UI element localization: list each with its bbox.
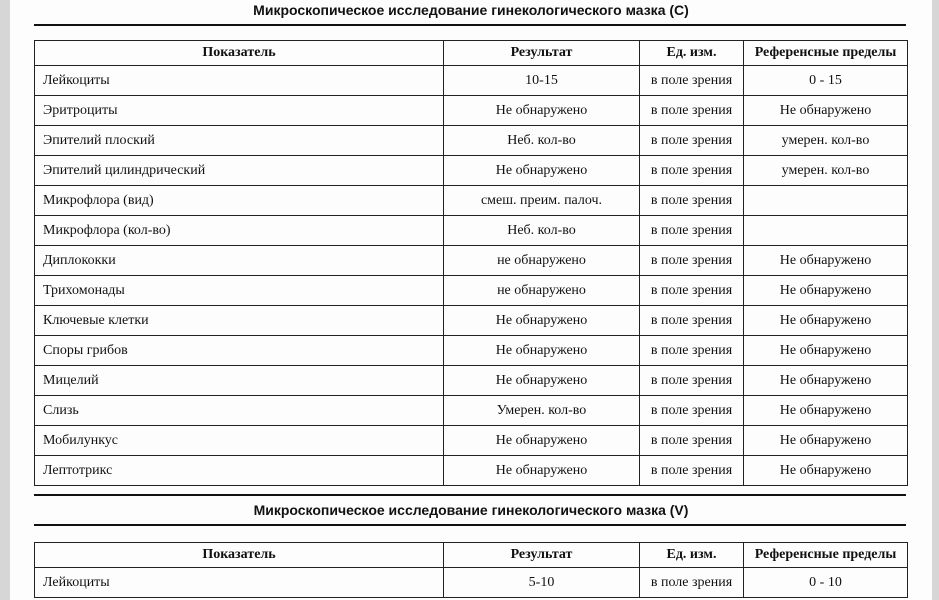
cell-result: Не обнаружено (444, 456, 640, 486)
cell-unit: в поле зрения (640, 276, 744, 306)
cell-reference: 0 - 10 (744, 568, 908, 598)
cell-result: не обнаружено (444, 276, 640, 306)
cell-result: смеш. преим. палоч. (444, 186, 640, 216)
cell-result: 5-10 (444, 568, 640, 598)
cell-result: Не обнаружено (444, 96, 640, 126)
cell-unit: в поле зрения (640, 568, 744, 598)
cell-unit: в поле зрения (640, 336, 744, 366)
table-row (35, 426, 908, 456)
cell-unit: в поле зрения (640, 186, 744, 216)
table-row (35, 366, 908, 396)
cell-unit: в поле зрения (640, 246, 744, 276)
header-result: Результат (444, 543, 640, 568)
cell-unit: в поле зрения (640, 306, 744, 336)
section-title-c: Микроскопическое исследование гинекологического мазка (С) (253, 2, 689, 18)
cell-reference: Не обнаружено (744, 426, 908, 456)
cell-indicator: Споры грибов (35, 336, 444, 366)
cell-reference: 0 - 15 (744, 66, 908, 96)
cell-result: Не обнаружено (444, 336, 640, 366)
results-table-c (34, 40, 908, 486)
cell-indicator: Диплококки (35, 246, 444, 276)
cell-unit: в поле зрения (640, 456, 744, 486)
header-unit: Ед. изм. (640, 543, 744, 568)
cell-unit: в поле зрения (640, 156, 744, 186)
cell-reference: умерен. кол-во (744, 156, 908, 186)
table-row (35, 96, 908, 126)
cell-indicator: Микрофлора (кол-во) (35, 216, 444, 246)
cell-reference: Не обнаружено (744, 336, 908, 366)
table-header-row (35, 41, 908, 66)
header-reference: Референсные пределы (744, 543, 908, 568)
cell-reference: Не обнаружено (744, 456, 908, 486)
cell-unit: в поле зрения (640, 126, 744, 156)
cell-reference: Не обнаружено (744, 366, 908, 396)
table-row (35, 246, 908, 276)
cell-result: Не обнаружено (444, 426, 640, 456)
cell-result: Неб. кол-во (444, 216, 640, 246)
cell-reference (744, 216, 908, 246)
section-rule (34, 24, 906, 26)
table-header-row (35, 543, 908, 568)
header-unit: Ед. изм. (640, 41, 744, 66)
cell-unit: в поле зрения (640, 366, 744, 396)
section-rule (34, 494, 906, 496)
table-row (35, 66, 908, 96)
table-row (35, 306, 908, 336)
table-body-v (35, 568, 908, 598)
cell-indicator: Лейкоциты (35, 568, 444, 598)
table-row (35, 216, 908, 246)
cell-indicator: Слизь (35, 396, 444, 426)
cell-result: Неб. кол-во (444, 126, 640, 156)
cell-result: Умерен. кол-во (444, 396, 640, 426)
header-indicator: Показатель (35, 543, 444, 568)
cell-result: Не обнаружено (444, 306, 640, 336)
table-row (35, 568, 908, 598)
report-page (10, 0, 932, 600)
results-table-v (34, 542, 908, 598)
cell-indicator: Эпителий плоский (35, 126, 444, 156)
table-row (35, 456, 908, 486)
cell-result: не обнаружено (444, 246, 640, 276)
cell-unit: в поле зрения (640, 426, 744, 456)
cell-reference: Не обнаружено (744, 276, 908, 306)
cell-unit: в поле зрения (640, 216, 744, 246)
cell-indicator: Лептотрикс (35, 456, 444, 486)
table-row (35, 186, 908, 216)
cell-reference: Не обнаружено (744, 396, 908, 426)
cell-result: Не обнаружено (444, 366, 640, 396)
cell-reference: Не обнаружено (744, 96, 908, 126)
section-rule (34, 524, 906, 526)
cell-indicator: Лейкоциты (35, 66, 444, 96)
table-row (35, 126, 908, 156)
table-row (35, 156, 908, 186)
cell-result: 10-15 (444, 66, 640, 96)
cell-indicator: Мицелий (35, 366, 444, 396)
cell-unit: в поле зрения (640, 396, 744, 426)
cell-indicator: Мобилункус (35, 426, 444, 456)
section-title-v: Микроскопическое исследование гинекологического мазка (V) (253, 502, 689, 518)
cell-indicator: Эритроциты (35, 96, 444, 126)
cell-indicator: Ключевые клетки (35, 306, 444, 336)
cell-result: Не обнаружено (444, 156, 640, 186)
cell-indicator: Микрофлора (вид) (35, 186, 444, 216)
header-reference: Референсные пределы (744, 41, 908, 66)
header-indicator: Показатель (35, 41, 444, 66)
cell-reference (744, 186, 908, 216)
cell-reference: умерен. кол-во (744, 126, 908, 156)
header-result: Результат (444, 41, 640, 66)
cell-indicator: Эпителий цилиндрический (35, 156, 444, 186)
cell-indicator: Трихомонады (35, 276, 444, 306)
table-body-c (35, 66, 908, 486)
cell-reference: Не обнаружено (744, 246, 908, 276)
cell-unit: в поле зрения (640, 96, 744, 126)
table-row (35, 396, 908, 426)
table-row (35, 276, 908, 306)
cell-unit: в поле зрения (640, 66, 744, 96)
table-row (35, 336, 908, 366)
cell-reference: Не обнаружено (744, 306, 908, 336)
